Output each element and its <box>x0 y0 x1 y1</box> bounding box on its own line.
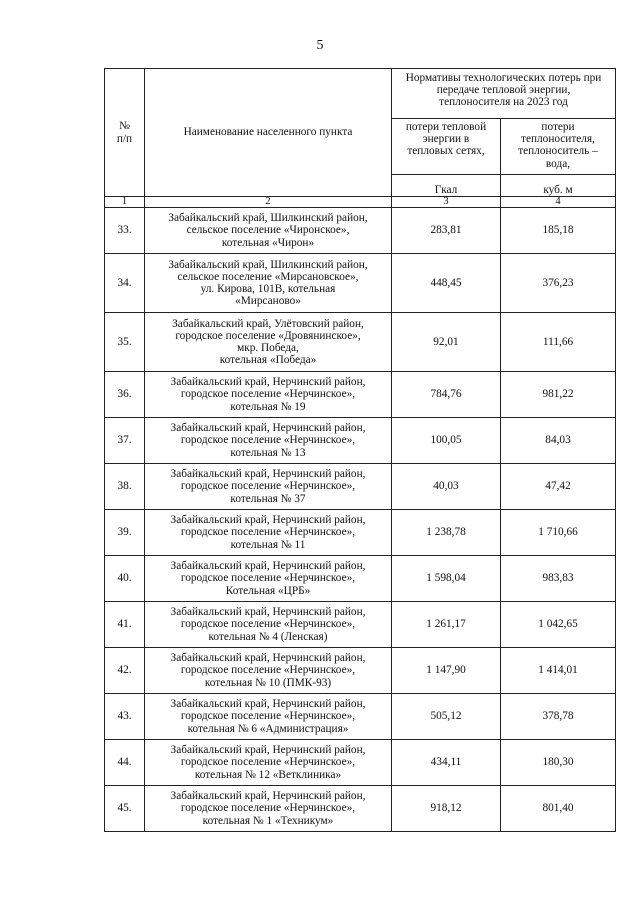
table-row <box>105 464 616 510</box>
water-loss-value: 185,18 <box>501 208 616 254</box>
water-loss-value: 378,78 <box>501 694 616 740</box>
header-heat-unit: Гкал <box>392 175 501 197</box>
table-row <box>105 254 616 313</box>
row-number: 41. <box>105 602 145 648</box>
row-number: 42. <box>105 648 145 694</box>
heat-loss-value: 1 238,78 <box>392 510 501 556</box>
table-row <box>105 313 616 372</box>
header-norms-group: Нормативы технологических потерь при передаче тепловой энергии, теплоносителя на 2023 год <box>392 69 616 119</box>
water-loss-value: 180,30 <box>501 740 616 786</box>
settlement-name: Забайкальский край, Нерчинский район, городское поселение «Нерчинское», котельная № 13 <box>145 418 392 464</box>
losses-norms-table <box>104 68 616 832</box>
table-row <box>105 740 616 786</box>
heat-loss-value: 434,11 <box>392 740 501 786</box>
row-number: 43. <box>105 694 145 740</box>
table-row <box>105 648 616 694</box>
heat-loss-value: 92,01 <box>392 313 501 372</box>
col-num-3: 3 <box>392 197 501 208</box>
table-row <box>105 510 616 556</box>
row-number: 36. <box>105 372 145 418</box>
settlement-name: Забайкальский край, Нерчинский район, городское поселение «Нерчинское», котельная № 4 (Ленская) <box>145 602 392 648</box>
row-number: 44. <box>105 740 145 786</box>
settlement-name: Забайкальский край, Нерчинский район, городское поселение «Нерчинское», котельная № 12 «Ветклиника» <box>145 740 392 786</box>
row-number: 40. <box>105 556 145 602</box>
col-num-2: 2 <box>145 197 392 208</box>
settlement-name: Забайкальский край, Шилкинский район, сельское поселение «Мирсановское», ул. Кирова, 101В, котельная «Мирсаново» <box>145 254 392 313</box>
row-number: 33. <box>105 208 145 254</box>
table-row <box>105 208 616 254</box>
row-number: 38. <box>105 464 145 510</box>
row-number: 34. <box>105 254 145 313</box>
heat-loss-value: 1 147,90 <box>392 648 501 694</box>
row-number: 45. <box>105 786 145 832</box>
settlement-name: Забайкальский край, Нерчинский район, городское поселение «Нерчинское», котельная № 37 <box>145 464 392 510</box>
water-loss-value: 1 710,66 <box>501 510 616 556</box>
settlement-name: Забайкальский край, Нерчинский район, городское поселение «Нерчинское», котельная № 6 «Администрация» <box>145 694 392 740</box>
table-row <box>105 418 616 464</box>
heat-loss-value: 100,05 <box>392 418 501 464</box>
settlement-name: Забайкальский край, Нерчинский район, городское поселение «Нерчинское», Котельная «ЦРБ» <box>145 556 392 602</box>
water-loss-value: 111,66 <box>501 313 616 372</box>
heat-loss-value: 505,12 <box>392 694 501 740</box>
heat-loss-value: 1 261,17 <box>392 602 501 648</box>
table-row <box>105 786 616 832</box>
table-row <box>105 602 616 648</box>
heat-loss-value: 448,45 <box>392 254 501 313</box>
heat-loss-value: 1 598,04 <box>392 556 501 602</box>
water-loss-value: 1 042,65 <box>501 602 616 648</box>
settlement-name: Забайкальский край, Нерчинский район, городское поселение «Нерчинское», котельная № 10 (ПМК-93) <box>145 648 392 694</box>
header-water-losses: потери теплоносителя, теплоноситель – вода, <box>501 119 616 175</box>
header-name: Наименование населенного пункта <box>145 69 392 197</box>
water-loss-value: 801,40 <box>501 786 616 832</box>
header-heat-losses: потери тепловой энергии в тепловых сетях, <box>392 119 501 175</box>
water-loss-value: 1 414,01 <box>501 648 616 694</box>
settlement-name: Забайкальский край, Нерчинский район, городское поселение «Нерчинское», котельная № 19 <box>145 372 392 418</box>
table-row <box>105 372 616 418</box>
table-row <box>105 556 616 602</box>
heat-loss-value: 283,81 <box>392 208 501 254</box>
row-number: 37. <box>105 418 145 464</box>
heat-loss-value: 918,12 <box>392 786 501 832</box>
water-loss-value: 84,03 <box>501 418 616 464</box>
settlement-name: Забайкальский край, Нерчинский район, городское поселение «Нерчинское», котельная № 11 <box>145 510 392 556</box>
settlement-name: Забайкальский край, Шилкинский район, сельское поселение «Чиронское», котельная «Чирон» <box>145 208 392 254</box>
header-num: № п/п <box>105 69 145 197</box>
col-num-1: 1 <box>105 197 145 208</box>
heat-loss-value: 40,03 <box>392 464 501 510</box>
header-water-unit: куб. м <box>501 175 616 197</box>
heat-loss-value: 784,76 <box>392 372 501 418</box>
water-loss-value: 47,42 <box>501 464 616 510</box>
water-loss-value: 981,22 <box>501 372 616 418</box>
settlement-name: Забайкальский край, Улётовский район, городское поселение «Дровянинское», мкр. Победа, котельная «Победа» <box>145 313 392 372</box>
water-loss-value: 983,83 <box>501 556 616 602</box>
col-num-4: 4 <box>501 197 616 208</box>
row-number: 39. <box>105 510 145 556</box>
page-number: 5 <box>316 38 324 53</box>
row-number: 35. <box>105 313 145 372</box>
water-loss-value: 376,23 <box>501 254 616 313</box>
settlement-name: Забайкальский край, Нерчинский район, городское поселение «Нерчинское», котельная № 1 «Техникум» <box>145 786 392 832</box>
table-row <box>105 694 616 740</box>
